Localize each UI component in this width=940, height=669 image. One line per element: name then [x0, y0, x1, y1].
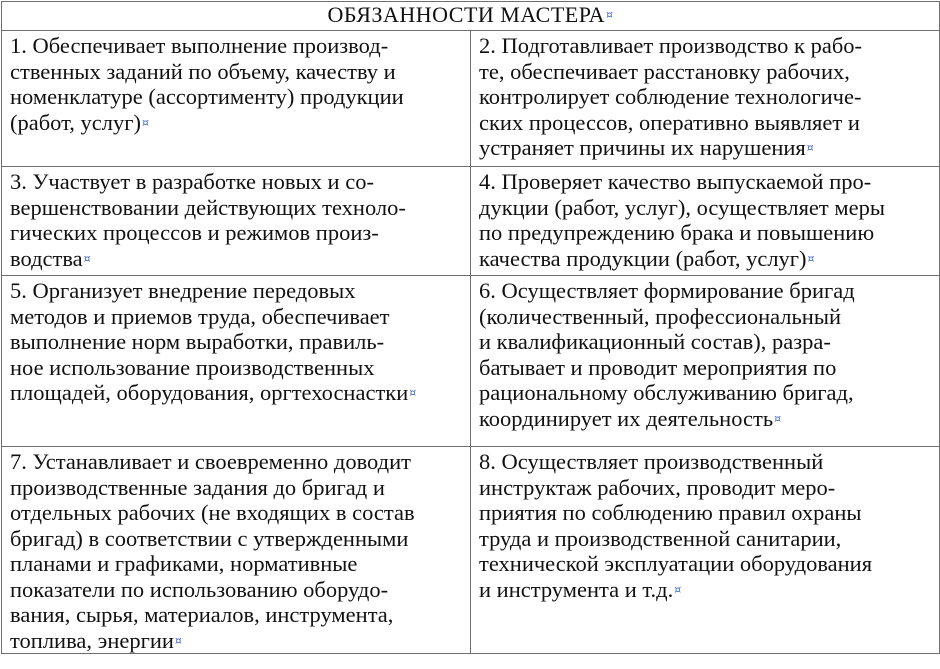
duty-cell-5 — [2, 276, 471, 447]
duty-line: вания, сырья, материалов, инструмента, — [10, 602, 394, 627]
duty-line: вершенствовании действующих техноло- — [10, 194, 406, 220]
duty-line: труда и производственной санитарии, — [479, 525, 842, 551]
duty-line: отдельных рабочих (не входящих в состав — [10, 500, 415, 525]
paragraph-mark: ¤ — [807, 251, 815, 265]
duty-line: и инструмента и т.д.¤ — [479, 576, 682, 602]
duty-cell-2 — [471, 31, 940, 167]
duty-cell-4 — [471, 167, 940, 276]
duty-line: ное использование производственных — [10, 354, 375, 380]
duty-line: 8. Осуществляет производственный — [479, 449, 824, 474]
duty-line: методов и приемов труда, обеспечивает — [10, 303, 390, 329]
duty-line: выполнение норм выработки, правиль- — [10, 329, 385, 354]
duty-line: номенклатуре (ассортименту) продукции — [10, 84, 404, 109]
duty-line: 5. Организует внедрение передовых — [10, 278, 356, 303]
duty-line: топлива, энергии¤ — [10, 627, 182, 653]
duty-line: планами и графиками, нормативные — [10, 551, 358, 576]
duty-line: показатели по использованию оборудо- — [10, 576, 389, 602]
paragraph-mark: ¤ — [674, 582, 682, 596]
table-row — [2, 31, 940, 167]
duty-line: дукции (работ, услуг), осуществляет меры — [479, 194, 885, 220]
table-title-text: ОБЯЗАННОСТИ МАСТЕРА — [327, 2, 606, 27]
duty-cell-8 — [471, 447, 940, 654]
duty-line: ственных заданий по объему, качеству и — [10, 58, 396, 84]
duty-line: (работ, услуг)¤ — [10, 109, 149, 135]
duty-line: 6. Осуществляет формирование бригад — [479, 278, 855, 303]
paragraph-mark: ¤ — [174, 633, 182, 647]
duty-line: 3. Участвует в разработке новых и со- — [10, 169, 374, 194]
duty-cell-3 — [2, 167, 471, 276]
duty-line: устраняет причины их нарушения¤ — [479, 135, 814, 160]
duty-line: производственные задания до бригад и — [10, 474, 385, 500]
table-title — [2, 2, 940, 31]
document-page — [1, 1, 939, 667]
duty-line: 2. Подготавливает производство к рабо- — [479, 33, 863, 58]
paragraph-mark: ¤ — [606, 8, 614, 21]
duty-line: рациональному обслуживанию бригад, — [479, 380, 854, 405]
paragraph-mark: ¤ — [806, 141, 814, 154]
duty-line: те, обеспечивает расстановку рабочих, — [479, 58, 850, 84]
duty-line: водства¤ — [10, 245, 91, 271]
table-row — [2, 276, 940, 447]
duty-line: инструктаж рабочих, проводит меро- — [479, 474, 836, 500]
duty-line: бригад) в соответствии с утвержденными — [10, 525, 409, 551]
duty-line: гических процессов и режимов произ- — [10, 220, 379, 245]
duty-line: 7. Устанавливает и своевременно доводит — [10, 449, 411, 474]
duty-line: и квалификационный состав), разра- — [479, 329, 831, 354]
paragraph-mark: ¤ — [774, 411, 782, 425]
duty-line: качества продукции (работ, услуг)¤ — [479, 245, 815, 271]
duties-table — [1, 1, 940, 654]
paragraph-mark: ¤ — [409, 386, 417, 399]
duty-line: 4. Проверяет качество выпускаемой про- — [479, 169, 872, 194]
table-row — [2, 167, 940, 276]
duty-line: приятия по соблюдению правил охраны — [479, 500, 862, 525]
duty-cell-1 — [2, 31, 471, 167]
duty-line: технической эксплуатации оборудования — [479, 551, 873, 576]
duty-line: площадей, оборудования, оргтехоснастки¤ — [10, 380, 417, 405]
paragraph-mark: ¤ — [83, 251, 91, 265]
duty-line: по предупреждению брака и повышению — [479, 220, 875, 245]
duty-line: батывает и проводит мероприятия по — [479, 354, 837, 380]
duty-cell-6 — [471, 276, 940, 447]
duty-line: ских процессов, оперативно выявляет и — [479, 109, 860, 135]
duty-line: координирует их деятельность¤ — [479, 405, 782, 431]
duty-line: контролирует соблюдение технологиче- — [479, 84, 862, 109]
duty-line: 1. Обеспечивает выполнение производ- — [10, 33, 389, 58]
duty-line: (количественный, профессиональный — [479, 303, 841, 329]
paragraph-mark: ¤ — [141, 115, 149, 129]
table-row — [2, 447, 940, 654]
duty-cell-7 — [2, 447, 471, 654]
